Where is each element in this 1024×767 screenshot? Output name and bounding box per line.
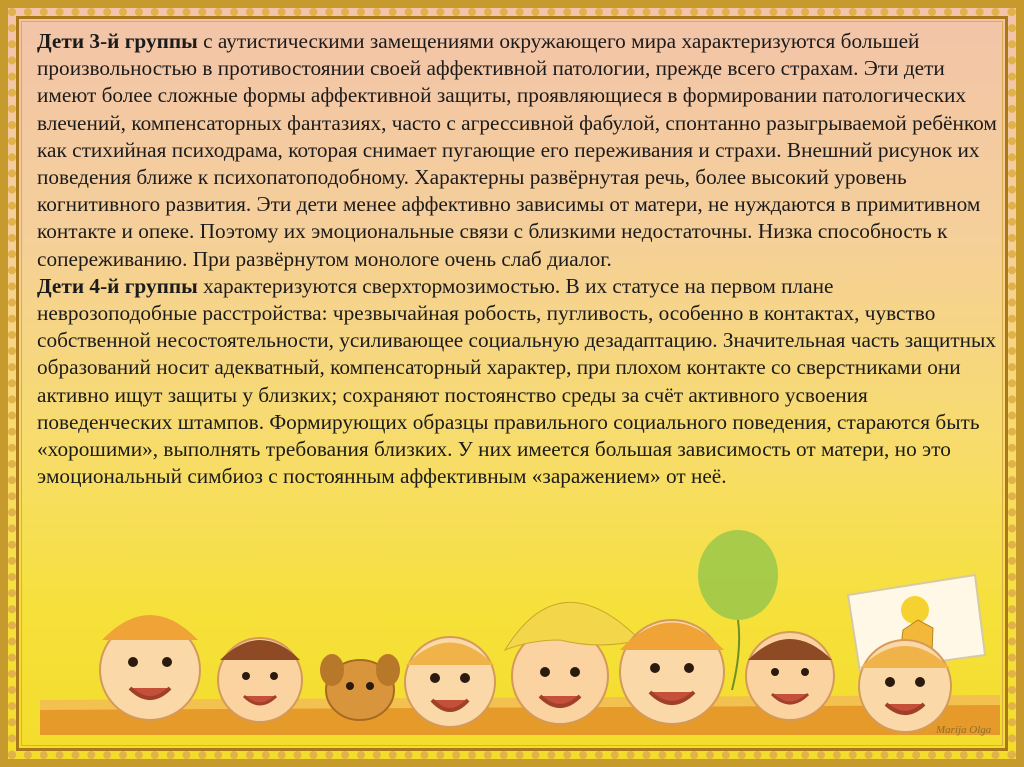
text-group-4: характеризуются сверхтормозимостью. В их статусе на первом плане неврозоподобные расстройства: чрезвычайная робость, пугливость, особенно в контактах, чувство собственной несостоятельности, усиливающее социальную дезадаптацию. Значительная часть защитных образований носит адекватный, компенсаторный характер, при плохом контакте со сверстниками они активно ищут защиты у близких; сохраняют постоянство среды за счёт активного усвоения поведенческих штампов. Формирующих образцы правильного социального поведения, стараются быть «хорошими», выполнять требования близких. У них имеется большая зависимость от матери, но это эмоциональный симбиоз с постоянным аффективным «заражением» от неё. bbox=[37, 273, 997, 489]
slide-text bbox=[37, 28, 997, 490]
text-group-3: с аутистическими замещениями окружающего мира характеризуются большей произвольностью в противостоянии своей аффективной патологии, прежде всего страхам. Эти дети имеют более сложные формы аффективной защиты, проявляющиеся в формировании патологических влечений, компенсаторных фантазиях, часто с агрессивной фабулой, спонтанно разыгрываемой ребёнком как стихийная психодрама, которая снимает пугающие его переживания и страхи. Внешний рисунок их поведения ближе к психопатоподобному. Характерны развёрнутая речь, более высокий уровень когнитивного развития. Эти дети менее аффективно зависимы от матери, не нуждаются в примитивном контакте и опеке. Поэтому их эмоциональные связи с близкими недостаточны. Низка способность к сопереживанию. При развёрнутом монологе очень слаб диалог. bbox=[37, 29, 997, 271]
paragraph-group-4 bbox=[37, 273, 997, 491]
paragraph-group-3 bbox=[37, 28, 997, 273]
balloon-icon bbox=[698, 530, 778, 620]
heading-group-3: Дети 3-й группы bbox=[37, 29, 198, 53]
author-signature: Marija Olga bbox=[936, 724, 992, 736]
heading-group-4: Дети 4-й группы bbox=[37, 273, 198, 298]
